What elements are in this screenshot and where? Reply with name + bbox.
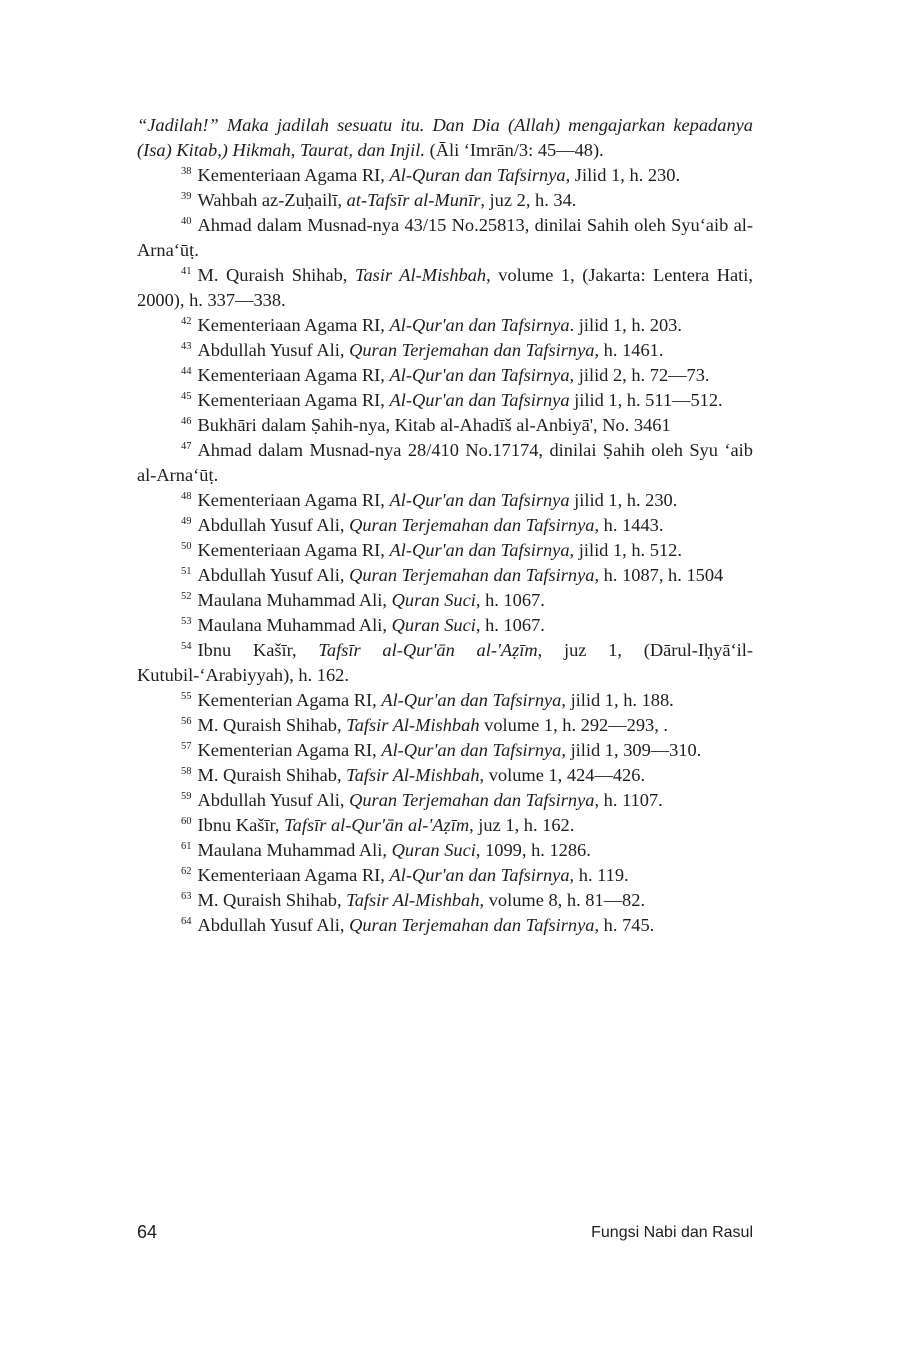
footnote-text: Ahmad dalam Musnad-nya 43/15 No.25813, dinilai Sahih oleh Syu‘aib al-Arna‘ūṭ. (137, 215, 753, 260)
footnote-text: , jilid 2, h. 72—73. (569, 365, 710, 385)
footnote-text: , jilid 1, h. 188. (561, 690, 674, 710)
footnote-text: Kementerian Agama RI, (197, 690, 382, 710)
footnote-number: 57 (181, 741, 192, 752)
footnote-text: Abdullah Yusuf Ali, (197, 790, 350, 810)
footnote-text: , h. 1067. (475, 590, 545, 610)
footnote-text: , h. 745. (594, 915, 655, 935)
footnote-number: 38 (181, 166, 192, 177)
footnote-title: Quran Suci (391, 615, 476, 635)
footnote-number: 52 (181, 591, 192, 602)
footnote-title: Tafsir Al-Mishbah (346, 715, 480, 735)
footnote-number: 51 (181, 566, 192, 577)
footnote-title: Quran Suci (391, 840, 476, 860)
footnote-number: 62 (181, 866, 192, 877)
footnote-text: , 1099, h. 1286. (475, 840, 591, 860)
footnote (137, 263, 753, 313)
footnote-text: Maulana Muhammad Ali, (197, 615, 392, 635)
footnote-number: 64 (181, 916, 192, 927)
footnote-title: Quran Terjemahan dan Tafsirnya (349, 790, 595, 810)
footnote-number: 56 (181, 716, 192, 727)
footnote-number: 44 (181, 366, 192, 377)
footnote (137, 338, 753, 363)
footnote-text: , jilid 1, h. 512. (569, 540, 682, 560)
footnote (137, 913, 753, 938)
footnotes-section (137, 113, 753, 938)
footnote-text: , h. 119. (569, 865, 629, 885)
footnote-title: Tasir Al-Mishbah (354, 265, 487, 285)
footnote-text: , h. 1443. (594, 515, 664, 535)
footnote (137, 838, 753, 863)
footnote-title: Tafsīr al-Qur'ān al-'Aẓīm (318, 640, 538, 660)
footnote-text: , h. 1087, h. 1504 (594, 565, 724, 585)
footnote-text: , volume 1, 424—426. (479, 765, 646, 785)
footnote-number: 40 (181, 216, 192, 227)
footnote-number: 53 (181, 616, 192, 627)
footnote-title: Tafsir Al-Mishbah (346, 890, 480, 910)
footnote (137, 363, 753, 388)
footnote-text: Kementeriaan Agama RI, (197, 865, 390, 885)
footnote-title: Al-Qur'an dan Tafsirnya (389, 315, 570, 335)
footnote (137, 588, 753, 613)
footnote-title: Quran Terjemahan dan Tafsirnya (349, 915, 595, 935)
footnote-number: 58 (181, 766, 192, 777)
footnote-title: Al-Qur'an dan Tafsirnya (389, 490, 570, 510)
footnote (137, 313, 753, 338)
footnote-title: Tafsīr al-Qur'ān al-'Aẓīm (284, 815, 470, 835)
footnote-text: Wahbah az-Zuḥailī, (197, 190, 347, 210)
footnote (137, 188, 753, 213)
page-number: 64 (137, 1222, 158, 1242)
footnote-title: Tafsir Al-Mishbah (346, 765, 480, 785)
footnote-title: Quran Terjemahan dan Tafsirnya (349, 340, 595, 360)
intro-paragraph (137, 113, 753, 163)
footnote-number: 60 (181, 816, 192, 827)
footnote (137, 438, 753, 488)
footnote-text: Ibnu Kašīr, (197, 815, 285, 835)
footnote-text: Kementeriaan Agama RI, (197, 165, 390, 185)
footnote-text: , h. 1461. (594, 340, 664, 360)
footnote-title: Al-Qur'an dan Tafsirnya (389, 540, 570, 560)
footnote (137, 513, 753, 538)
footnote-title: Al-Qur'an dan Tafsirnya (389, 865, 570, 885)
footnote-number: 49 (181, 516, 192, 527)
footnote (137, 813, 753, 838)
footnote-text: Kementeriaan Agama RI, (197, 390, 390, 410)
footnote (137, 638, 753, 688)
footnote-number: 55 (181, 691, 192, 702)
footnote-text: volume 1, h. 292—293, . (479, 715, 669, 735)
footnote-number: 48 (181, 491, 192, 502)
intro-italic-text: “Jadilah!” Maka jadilah sesuatu itu. Dan Dia (Allah) mengajarkan kepadanya (Isa) Kitab,) Hikmah, Taurat, dan Injil. (137, 115, 753, 160)
footnote-text: Kementerian Agama RI, (197, 740, 382, 760)
footnote-text: Bukhāri dalam Ṣahih-nya, Kitab al-Ahadīš al-Anbiyā', No. 3461 (197, 415, 671, 435)
footnote (137, 488, 753, 513)
footnote-number: 43 (181, 341, 192, 352)
footnote-number: 59 (181, 791, 192, 802)
footnote-number: 42 (181, 316, 192, 327)
footnote-text: M. Quraish Shihab, (197, 715, 347, 735)
footnote (137, 413, 753, 438)
footnote-text: jilid 1, h. 230. (569, 490, 678, 510)
footnote (137, 888, 753, 913)
footnote (137, 213, 753, 263)
footnote-text: . jilid 1, h. 203. (569, 315, 682, 335)
footnote-title: Al-Quran dan Tafsirnya (389, 165, 566, 185)
footnote (137, 388, 753, 413)
footnote-title: Quran Suci (391, 590, 476, 610)
footnote-number: 41 (181, 266, 192, 277)
footnote-text: Abdullah Yusuf Ali, (197, 340, 350, 360)
footnote (137, 563, 753, 588)
footnote-text: Ibnu Kašīr, (197, 640, 319, 660)
footnote (137, 163, 753, 188)
footnote-number: 47 (181, 441, 192, 452)
footnote-number: 46 (181, 416, 192, 427)
footnote-text: Maulana Muhammad Ali, (197, 590, 392, 610)
footnote-number: 54 (181, 641, 192, 652)
footnote-number: 50 (181, 541, 192, 552)
footnote-text: Kementeriaan Agama RI, (197, 490, 390, 510)
footnote-text: M. Quraish Shihab, (197, 765, 347, 785)
footnote-title: Al-Qur'an dan Tafsirnya (381, 690, 562, 710)
footnote (137, 713, 753, 738)
footnote-title: Al-Qur'an dan Tafsirnya (389, 365, 570, 385)
footnote-text: Ahmad dalam Musnad-nya 28/410 No.17174, dinilai Ṣahih oleh Syu ‘aib al-Arna‘ūṭ. (137, 440, 753, 485)
footnote-number: 45 (181, 391, 192, 402)
footnote-text: Maulana Muhammad Ali, (197, 840, 392, 860)
footnote (137, 763, 753, 788)
intro-citation: (Āli ‘Imrān/3: 45—48). (424, 140, 604, 160)
footnote-text: Kementeriaan Agama RI, (197, 315, 390, 335)
footnote-text: M. Quraish Shihab, (197, 265, 355, 285)
footnote-text: Kementeriaan Agama RI, (197, 540, 390, 560)
footnote-text: jilid 1, h. 511—512. (569, 390, 723, 410)
footnote-text: , volume 8, h. 81—82. (479, 890, 646, 910)
footnote-number: 63 (181, 891, 192, 902)
footnote (137, 613, 753, 638)
footnote-number: 39 (181, 191, 192, 202)
footnote-title: Al-Qur'an dan Tafsirnya (381, 740, 562, 760)
footnote-text: Abdullah Yusuf Ali, (197, 565, 350, 585)
footnote (137, 738, 753, 763)
footnote (137, 863, 753, 888)
footnote-title: Quran Terjemahan dan Tafsirnya (349, 565, 595, 585)
footnote (137, 538, 753, 563)
footnote-text: Abdullah Yusuf Ali, (197, 915, 350, 935)
footnote-number: 61 (181, 841, 192, 852)
footnote-text: , juz 1, (Dārul-Iḥyā‘il-Kutubil-‘Arabiyyah), h. 162. (137, 640, 754, 685)
footnote-title: Quran Terjemahan dan Tafsirnya (349, 515, 595, 535)
footnote-text: , juz 2, h. 34. (480, 190, 577, 210)
footnote-text: , h. 1067. (475, 615, 545, 635)
footnote-text: M. Quraish Shihab, (197, 890, 347, 910)
running-footer-title: Fungsi Nabi dan Rasul (591, 1224, 753, 1241)
footnote-title: Al-Qur'an dan Tafsirnya (389, 390, 570, 410)
footnote-text: Abdullah Yusuf Ali, (197, 515, 350, 535)
footnote-text: Kementeriaan Agama RI, (197, 365, 390, 385)
footnote-text: , volume 1, (Jakarta: Lentera Hati, 2000), h. 337—338. (137, 265, 754, 310)
footnote-text: , h. 1107. (594, 790, 663, 810)
footnote (137, 788, 753, 813)
footnote-title: at-Tafsīr al-Munīr (346, 190, 481, 210)
footnote-text: , Jilid 1, h. 230. (565, 165, 681, 185)
footnote-text: , jilid 1, 309—310. (561, 740, 702, 760)
footnote-text: , juz 1, h. 162. (469, 815, 575, 835)
footnote (137, 688, 753, 713)
